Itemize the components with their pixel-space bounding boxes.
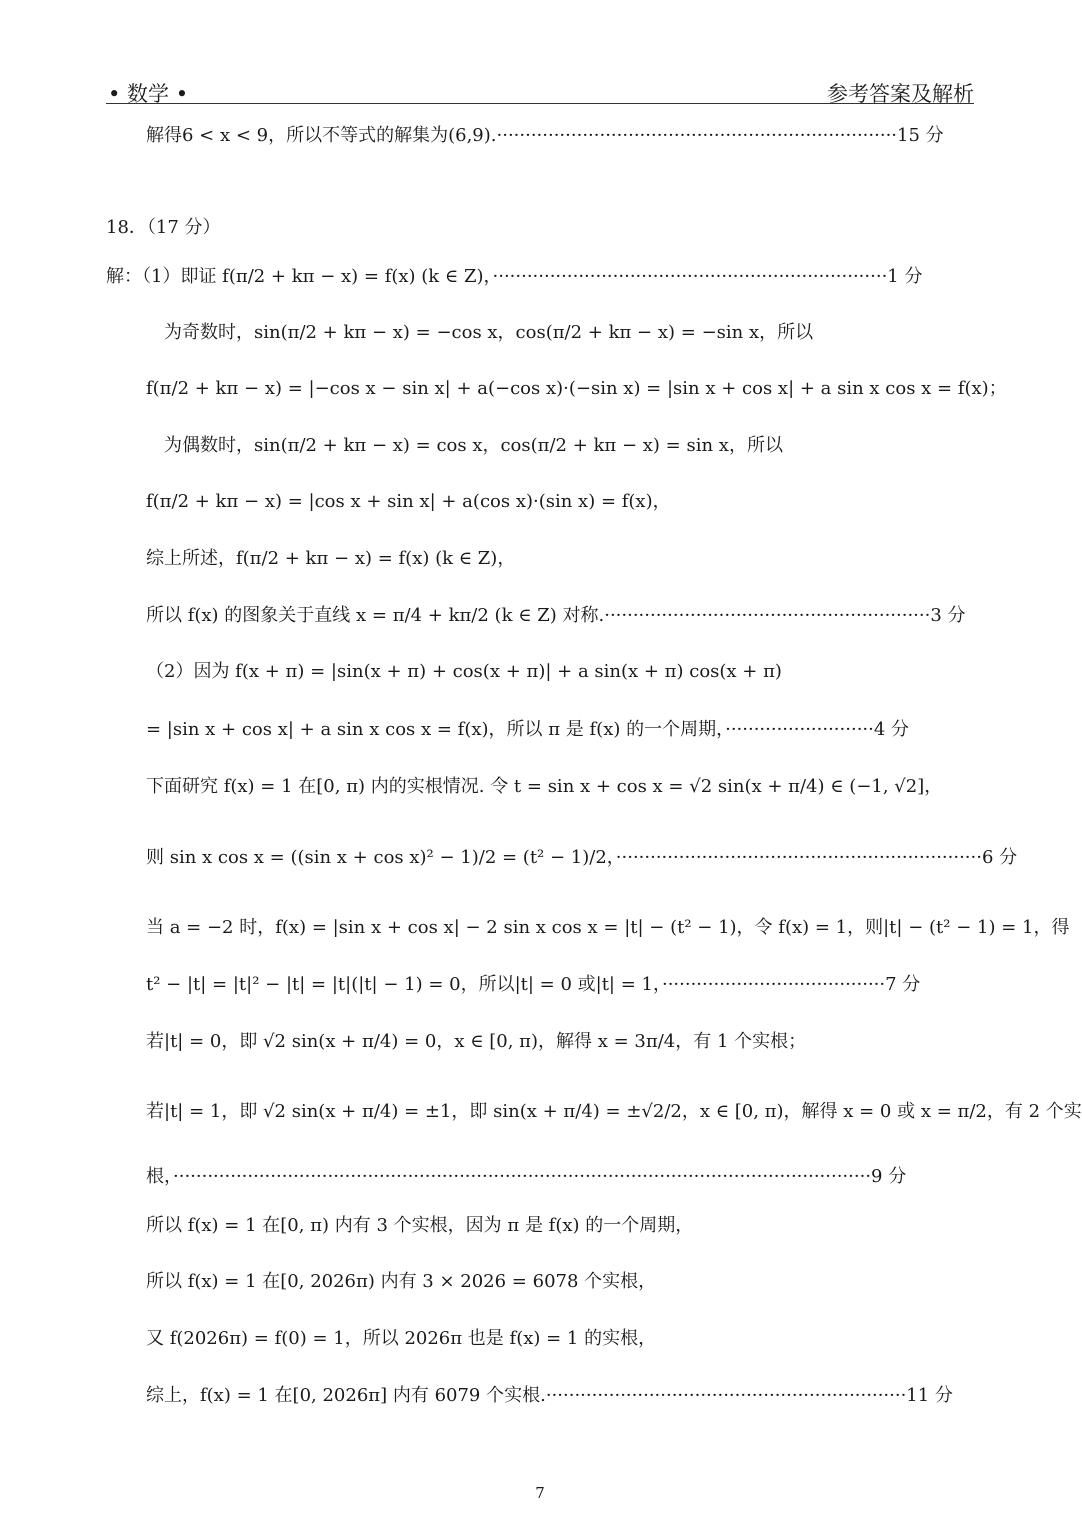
solution-line: t² − |t| = |t|² − |t| = |t|(|t| − 1) = 0，所以|t| = 0 或|t| = 1，·······································7 分 (146, 974, 921, 995)
problem-heading: 18．（17 分） (106, 217, 221, 238)
solution-line: 为偶数时，sin(π/2 + kπ − x) = cos x，cos(π/2 + kπ − x) = sin x，所以 (164, 435, 783, 456)
solution-line: 所以 f(x) = 1 在[0, 2026π) 内有 3 × 2026 = 6078 个实根， (146, 1271, 657, 1292)
solution-line: 所以 f(x) = 1 在[0, π) 内有 3 个实根，因为 π 是 f(x) 的一个周期， (146, 1215, 694, 1236)
solution-line: 根，··························································································································9 分 (146, 1166, 907, 1187)
solution-line: f(π/2 + kπ − x) = |cos x + sin x| + a(cos x)·(sin x) = f(x)， (146, 491, 671, 512)
header-title: 参考答案及解析 (827, 82, 974, 106)
header-subject: • 数学 • (108, 82, 189, 106)
solution-line: 若|t| = 1，即 √2 sin(x + π/4) = ±1，即 sin(x + π/4) = ±√2/2，x ∈ [0, π)，解得 x = 0 或 x = π/2，有 2 个实 (146, 1101, 1082, 1122)
solution-line: 又 f(2026π) = f(0) = 1，所以 2026π 也是 f(x) = 1 的实根， (146, 1328, 657, 1349)
solution-line: 解：（1）即证 f(π/2 + kπ − x) = f(x) (k ∈ Z)，·····································································1 分 (106, 266, 923, 287)
solution-line: 所以 f(x) 的图象关于直线 x = π/4 + kπ/2 (k ∈ Z) 对称.·························································3 分 (146, 605, 966, 626)
solution-line: 解得6 < x < 9，所以不等式的解集为(6,9).······································································15 分 (146, 125, 944, 146)
solution-line: = |sin x + cos x| + a sin x cos x = f(x)，所以 π 是 f(x) 的一个周期，··························4 分 (146, 719, 910, 740)
solution-line: 为奇数时，sin(π/2 + kπ − x) = −cos x，cos(π/2 + kπ − x) = −sin x，所以 (164, 322, 814, 343)
solution-line: 下面研究 f(x) = 1 在[0, π) 内的实根情况. 令 t = sin x + cos x = √2 sin(x + π/4) ∈ (−1, √2]， (146, 776, 943, 797)
solution-line: 综上所述，f(π/2 + kπ − x) = f(x) (k ∈ Z)， (146, 548, 516, 569)
header-rule (106, 103, 974, 104)
solution-line: f(π/2 + kπ − x) = |−cos x − sin x| + a(−cos x)·(−sin x) = |sin x + cos x| + a sin x cos x = f(x)； (146, 378, 1007, 399)
solution-line: 则 sin x cos x = ((sin x + cos x)² − 1)/2 = (t² − 1)/2，································································6 分 (146, 847, 1018, 868)
solution-line: 当 a = −2 时，f(x) = |sin x + cos x| − 2 sin x cos x = |t| − (t² − 1)，令 f(x) = 1，则|t| − (t² − 1) = 1，得 (146, 917, 1070, 938)
solution-line: （2）因为 f(x + π) = |sin(x + π) + cos(x + π)| + a sin(x + π) cos(x + π) (146, 661, 782, 682)
solution-line: 综上，f(x) = 1 在[0, 2026π] 内有 6079 个实根.·······························································11 分 (146, 1385, 953, 1406)
solution-line: 若|t| = 0，即 √2 sin(x + π/4) = 0，x ∈ [0, π)，解得 x = 3π/4，有 1 个实根； (146, 1031, 807, 1052)
page-number: 7 (535, 1484, 545, 1502)
